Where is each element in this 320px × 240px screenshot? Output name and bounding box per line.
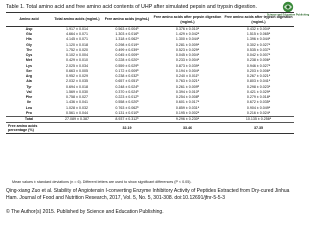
value-cell: 2.032 ± 0.035 [66, 79, 88, 84]
amino-acid-cell: Gly [26, 42, 32, 47]
value-cell: 0.421 ± 0.029ᵃ [246, 89, 271, 94]
value-cell: 0.298 ± 0.019ᵃ [115, 42, 139, 47]
value-cell: 0.233 ± 0.004ᵃ [175, 58, 200, 63]
column-header: Total amino acids (mg/mL) [52, 13, 102, 27]
value-cell: 0.394 ± 0.010ᵇ [175, 89, 200, 94]
value-cell: 0.298 ± 0.023ᵃ [246, 84, 271, 89]
amino-acid-cell: Phe [25, 95, 33, 100]
value-cell: 2.025 ± 0.034 [66, 63, 88, 68]
percentage-cell [52, 122, 102, 133]
value-cell: 0.758 ± 0.027 [66, 95, 88, 100]
value-cell: 9.296 ± 0.230ᵃ [152, 116, 223, 122]
amino-acid-cell: Total [6, 116, 52, 122]
value-cell: 0.254 ± 0.008ᵇ [175, 95, 200, 100]
amino-acid-cell: Thr [26, 47, 32, 52]
value-cell: 0.238 ± 0.006ᵃ [246, 58, 271, 63]
amino-acid-cell: Ser [26, 68, 32, 73]
value-cell: 0.946 ± 0.027ᵃ [246, 63, 271, 68]
value-cell: 0.238 ± 0.032ᵇ [115, 74, 139, 79]
value-cell: 0.203 ± 0.006ᵃ [246, 68, 271, 73]
percentage-cell: 37.35 [223, 122, 294, 133]
value-cell: 0.194 ± 0.004ᵃ [175, 68, 200, 73]
value-cell: 0.535 ± 0.037ᵃ [246, 47, 271, 52]
value-cell: 0.657 ± 0.051ᵇ [115, 79, 139, 84]
value-cell: 0.370 ± 0.024ᵇ [115, 89, 139, 94]
citation-text: Qing-xiang Zuo et al. Stability of Angiotensin I-converting Enzyme Inhibitory Activity of Peptides Extracted from Dry-cured Jinhua Ham. Journal of Food and Nutrition Research, 2017, Vol. 5, No. 5, 301-308. doi:10.12691/jfnr-5-5-3 [6, 188, 290, 201]
value-cell: 0.302 ± 0.027ᵃ [246, 42, 271, 47]
value-cell: 0.228 ± 0.020ᵃ [115, 58, 139, 63]
value-cell: 0.376 ± 0.010ᵃ [175, 27, 200, 31]
value-cell: 0.248 ± 0.024ᵇ [115, 84, 139, 89]
value-cell: 10.135 ± 0.256ᵃ [223, 116, 294, 122]
value-cell: 1.120 ± 0.018 [66, 42, 88, 47]
amino-acid-cell: Leu [25, 105, 33, 110]
amino-acid-cell: Asp [25, 27, 33, 31]
amino-acid-cell: Tyr [26, 84, 32, 89]
value-cell: 0.216 ± 0.024ᵃ [246, 110, 271, 115]
table-footnote: Mean values ± standard deviations (n = 6). Different letters are used to show significant differences (P < 0.05). [12, 180, 192, 184]
table-footer [6, 122, 294, 133]
value-cell: 0.240 ± 0.011ᵇ [175, 74, 200, 79]
value-cell: 1.569 ± 0.030 [66, 89, 88, 94]
value-cell: 0.523 ± 0.029ᵃ [175, 47, 200, 52]
amino-acid-cell: His [26, 37, 32, 42]
copyright-text: © The Author(s) 2015. Published by Science and Education Publishing. [6, 209, 164, 215]
value-cell: 8.937 ± 0.312ᵇ [102, 116, 152, 122]
value-cell: 1.300 ± 0.044ᵃ [175, 37, 200, 42]
percentage-row [6, 122, 294, 133]
value-cell: 0.873 ± 0.039ᵃ [175, 63, 200, 68]
value-cell: 0.045 ± 0.004ᵃ [175, 53, 200, 58]
value-cell: 0.663 ± 0.005 [66, 68, 88, 73]
value-cell: 0.803 ± 0.041ᵃ [246, 79, 271, 84]
value-cell: 27.089 ± 0.387 [52, 116, 102, 122]
value-cell: 0.432 ± 0.004ᵃ [246, 27, 271, 31]
amino-acid-cell: Lys [25, 63, 33, 68]
value-cell: 4.145 ± 0.071 [66, 37, 88, 42]
column-header: Free amino acids after trypsin digestion (mg/mL) [223, 13, 294, 27]
percentage-label: Free amino acids percentage (%) [6, 122, 52, 133]
value-cell: 1.436 ± 0.041 [66, 100, 88, 105]
value-cell: 0.279 ± 0.018ᵃ [246, 95, 271, 100]
value-cell: 1.429 ± 0.042ᵃ [175, 32, 200, 37]
amino-acid-cell: Glu [26, 32, 32, 37]
value-cell: 0.763 ± 0.021ᵃ [175, 79, 200, 84]
header-row [6, 13, 294, 27]
value-cell: 1.752 ± 0.020 [66, 47, 88, 52]
value-cell: 0.904 ± 0.049ᵃ [246, 105, 271, 110]
value-cell: 0.195 ± 0.002ᵃ [175, 110, 200, 115]
amino-acid-cell: Val [26, 89, 32, 94]
table-caption: Table 1. Total amino acid and free amino acid contents of UHP after simulated pepsin and trypsin digestion. [6, 4, 257, 10]
amino-acid-cell: Pro [26, 110, 32, 115]
value-cell: 0.102 ± 0.004 [66, 53, 88, 58]
table-header [6, 13, 294, 27]
column-header: Free amino acids after pepsin digestion (mg/mL) [152, 13, 223, 27]
value-cell: 0.763 ± 0.062ᵇ [115, 105, 139, 110]
logo-text: Science and Education Publishing [266, 13, 310, 17]
value-cell: 1.303 ± 0.016ᵇ [115, 32, 139, 37]
value-cell: 0.859 ± 0.031ᵃ [175, 105, 200, 110]
column-header: Amino acid [6, 13, 52, 27]
amino-acid-cell: Cys [25, 53, 33, 58]
value-cell: 0.131 ± 0.010ᵇ [115, 110, 139, 115]
column-header: Free amino acids (mg/mL) [102, 13, 152, 27]
amino-acid-cell: Arg [25, 74, 33, 79]
value-cell: 0.952 ± 0.029 [66, 74, 88, 79]
value-cell: 0.172 ± 0.009ᵇ [115, 68, 139, 73]
value-cell: 1.396 ± 0.044ᵃ [246, 37, 271, 42]
value-cell: 1.028 ± 0.032 [66, 105, 88, 110]
value-cell: 0.672 ± 0.035ᵃ [246, 100, 271, 105]
value-cell: 0.499 ± 0.039ᵃ [115, 47, 139, 52]
percentage-cell: 32.19 [102, 122, 152, 133]
data-table [6, 12, 294, 134]
value-cell: 1.515 ± 0.065ᵃ [246, 32, 271, 37]
value-cell: 0.561 ± 0.044 [66, 110, 88, 115]
value-cell: 0.563 ± 0.004ᵇ [115, 27, 139, 31]
value-cell: 0.267 ± 0.021ᵃ [246, 74, 271, 79]
value-cell: 0.223 ± 0.012ᵇ [115, 95, 139, 100]
value-cell: 0.042 ± 0.007ᵃ [246, 53, 271, 58]
value-cell: 1.318 ± 0.062ᵃ [115, 37, 139, 42]
amino-acid-cell: Met [25, 58, 33, 63]
value-cell: 0.281 ± 0.009ᵃ [175, 42, 200, 47]
amino-acid-cell: Ala [26, 79, 32, 84]
value-cell: 1.917 ± 0.014 [66, 27, 88, 31]
value-cell: 0.559 ± 0.029ᵇ [115, 63, 139, 68]
value-cell: 0.045 ± 0.009ᵃ [115, 53, 139, 58]
value-cell: 0.601 ± 0.017ᵃ [175, 100, 200, 105]
percentage-cell: 33.46 [152, 122, 223, 133]
value-cell: 4.664 ± 0.071 [66, 32, 88, 37]
amino-acid-table [6, 12, 294, 134]
amino-acid-cell: Ile [27, 100, 31, 105]
value-cell: 0.261 ± 0.009ᵇ [175, 84, 200, 89]
value-cell: 0.694 ± 0.018 [66, 84, 88, 89]
table-body [6, 27, 294, 123]
value-cell: 0.429 ± 0.010 [66, 58, 88, 63]
value-cell: 0.558 ± 0.020ᵇ [115, 100, 139, 105]
